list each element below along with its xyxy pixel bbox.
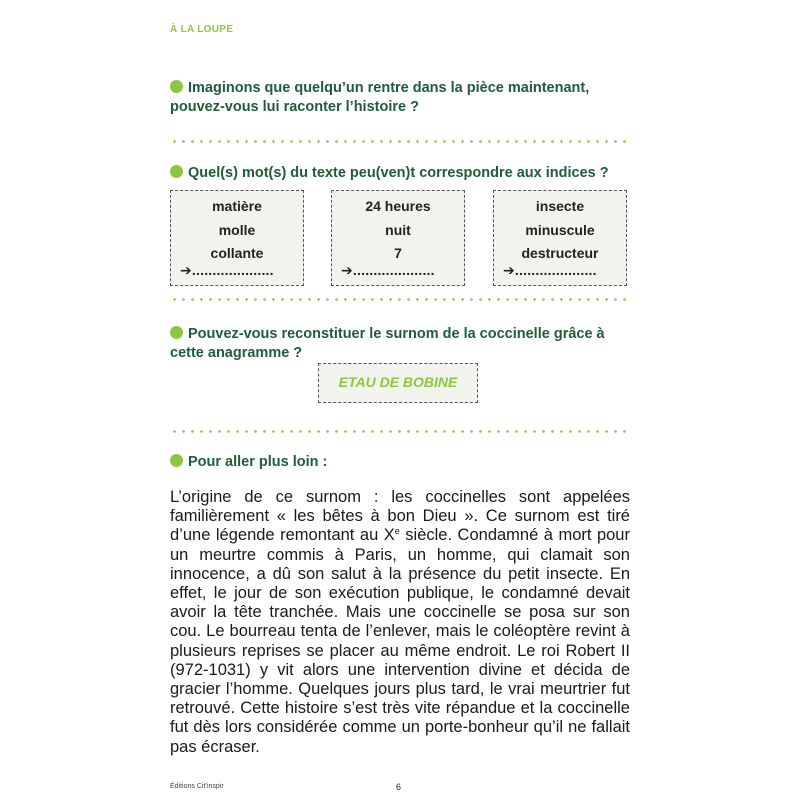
- dotted-separator: [170, 298, 632, 301]
- clue-word: destructeur: [521, 245, 599, 261]
- bullet-dot-icon: [170, 326, 183, 339]
- dotted-separator: [170, 140, 632, 143]
- clue-box-3: [493, 190, 627, 286]
- clue-box-2: [331, 190, 465, 286]
- answer-blank[interactable]: ➔....................: [180, 262, 274, 278]
- paragraph-text-part-2: siècle. Condamné à mort pour un meurtre commis à Paris, un homme, qui clamait son innocence, a dû son salut à la présence du petit insecte. En effet, le jour de son exécution publique, le condamné devait avoir la tête tranchée. Mais une coccinelle se posa sur son cou. Le bourreau tenta de l’enlever, mais le coléoptère revint à plusieurs reprises se placer au même endroit. Le roi Robert II (972-1031) y vit alors une intervention divine et décida de gracier l’homme. Quelques jours plus tard, le vrai meurtrier fut retrouvé. Cette histoire s’est très vite répandue et la coccinelle fut dès lors considérée comme un porte-bonheur qu’il ne fallait pas écraser.: [170, 526, 630, 756]
- question-1: [170, 79, 632, 117]
- question-3-text: Pouvez-vous reconstituer le surnom de la coccinelle grâce à cette anagramme ?: [170, 326, 605, 361]
- publisher-footer: Éditions Cit’inspir: [170, 783, 224, 790]
- question-2-text: Quel(s) mot(s) du texte peu(ven)t correspondre aux indices ?: [188, 165, 609, 181]
- answer-blank[interactable]: ➔....................: [503, 262, 597, 278]
- anagram-box: ETAU DE BOBINE: [318, 363, 478, 403]
- question-1-text: Imaginons que quelqu’un rentre dans la pièce maintenant, pouvez-vous lui raconter l’histoire ?: [170, 80, 590, 115]
- clue-word: matière: [212, 198, 262, 214]
- paragraph-text-part-1: L’origine de ce surnom : les coccinelles sont appelées familièrement « les bêtes à bon Dieu ». Ce surnom est tiré d’une légende remontant au X: [170, 488, 630, 545]
- clue-word: 24 heures: [365, 198, 431, 214]
- bullet-dot-icon: [170, 454, 183, 467]
- superscript-e: e: [394, 526, 400, 537]
- clue-word: insecte: [535, 198, 585, 214]
- answer-blank[interactable]: ➔....................: [341, 262, 435, 278]
- bullet-dot-icon: [170, 165, 183, 178]
- page-number: 6: [396, 782, 402, 792]
- question-3: [170, 325, 632, 363]
- clue-box-1: [170, 190, 304, 286]
- question-4: [170, 453, 632, 472]
- clue-word: molle: [218, 221, 256, 238]
- section-label: À LA LOUPE: [170, 24, 234, 35]
- clue-word: nuit: [385, 221, 411, 238]
- bullet-dot-icon: [170, 80, 183, 93]
- clue-word: 7: [394, 245, 402, 261]
- clue-word: minuscule: [525, 221, 595, 238]
- body-paragraph: [170, 488, 630, 757]
- question-4-text: Pour aller plus loin :: [188, 454, 328, 470]
- question-2: [170, 164, 632, 183]
- clue-word: collante: [210, 245, 264, 261]
- dotted-separator: [170, 430, 632, 433]
